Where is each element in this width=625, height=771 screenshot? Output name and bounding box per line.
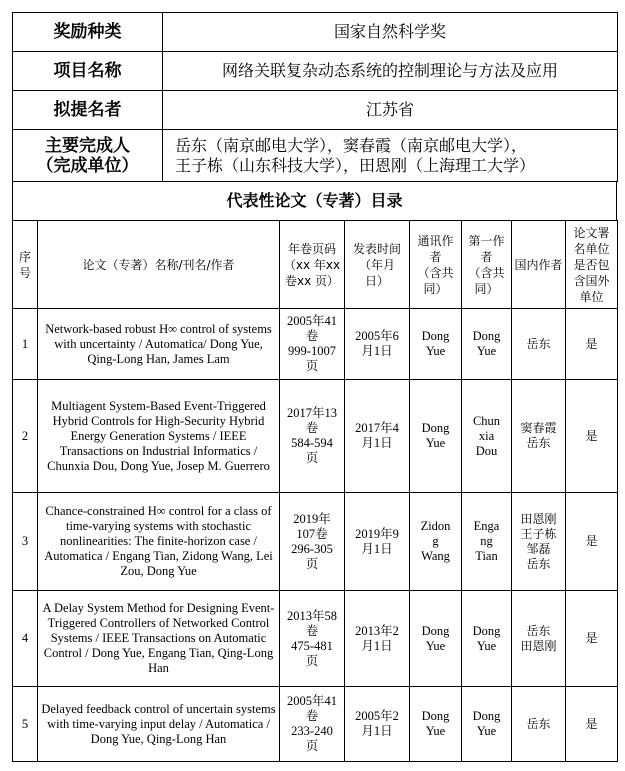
paper-date: 2005年6 月1日 [345, 309, 410, 380]
col-date: 发表时间 （年月 日） [345, 221, 410, 309]
contributors-value-line1: 岳东（南京邮电大学），窦春霞（南京邮电大学）， [175, 135, 528, 155]
award-type-label: 奖励种类 [13, 13, 163, 52]
paper-first-author: Dong Yue [462, 687, 512, 762]
contributors-value [163, 130, 618, 182]
table-row [13, 493, 618, 591]
award-document [12, 12, 617, 762]
col-seq: 序 号 [13, 221, 38, 309]
contributors-label-line1: 主要完成人 [45, 135, 130, 156]
paper-date: 2013年2 月1日 [345, 591, 410, 687]
project-name-label: 项目名称 [13, 52, 163, 91]
contributors-label [13, 130, 163, 182]
paper-domestic: 岳东 [512, 309, 566, 380]
paper-domestic: 田恩刚 王子栋 邹磊 岳东 [512, 493, 566, 591]
paper-title: Multiagent System-Based Event-Triggered Hybrid Controls for High-Security Hybrid Energy Generation Systems / IEEE Transactions on Industrial Informatics / Chunxia Dou, Dong Yue, Josep M. Guerrero [38, 380, 280, 493]
paper-domestic: 岳东 田恩刚 [512, 591, 566, 687]
col-foreign: 论文署 名单位 是否包 含国外 单位 [566, 221, 618, 309]
paper-foreign: 是 [566, 309, 618, 380]
award-info-table [12, 12, 618, 182]
paper-volume: 2005年41 卷 233-240 页 [280, 687, 345, 762]
paper-volume: 2005年41 卷 999-1007 页 [280, 309, 345, 380]
nominator-row [13, 91, 618, 130]
paper-domestic: 岳东 [512, 687, 566, 762]
paper-foreign: 是 [566, 380, 618, 493]
paper-volume: 2017年13 卷 584-594 页 [280, 380, 345, 493]
paper-foreign: 是 [566, 493, 618, 591]
table-row [13, 591, 618, 687]
table-row [13, 380, 618, 493]
project-name-row [13, 52, 618, 91]
paper-first-author: Dong Yue [462, 309, 512, 380]
paper-seq: 5 [13, 687, 38, 762]
section-title: 代表性论文（专著）目录 [12, 182, 617, 220]
paper-title: Network-based robust H∞ control of systems with uncertainty / Automatica/ Dong Yue, Qing-Long Han, James Lam [38, 309, 280, 380]
project-name-value: 网络关联复杂动态系统的控制理论与方法及应用 [163, 52, 618, 91]
paper-date: 2019年9 月1日 [345, 493, 410, 591]
papers-table [12, 220, 618, 762]
paper-seq: 1 [13, 309, 38, 380]
col-domestic: 国内作者 [512, 221, 566, 309]
table-row [13, 687, 618, 762]
paper-title: Chance-constrained H∞ control for a class of time-varying systems with stochastic nonlinearities: The finite-horizon case / Automatica / Engang Tian, Zidong Wang, Lei Zou, Dong Yue [38, 493, 280, 591]
col-first-author: 第一作 者 （含共 同） [462, 221, 512, 309]
col-corresponding: 通讯作 者 （含共 同） [410, 221, 462, 309]
paper-first-author: Enga ng Tian [462, 493, 512, 591]
paper-corresponding: Zidon g Wang [410, 493, 462, 591]
papers-header-row [13, 221, 618, 309]
paper-foreign: 是 [566, 687, 618, 762]
paper-volume: 2019年 107卷 296-305 页 [280, 493, 345, 591]
paper-domestic: 窦春霞 岳东 [512, 380, 566, 493]
nominator-value: 江苏省 [163, 91, 618, 130]
paper-volume: 2013年58 卷 475-481 页 [280, 591, 345, 687]
paper-date: 2005年2 月1日 [345, 687, 410, 762]
paper-first-author: Chun xia Dou [462, 380, 512, 493]
paper-seq: 3 [13, 493, 38, 591]
paper-corresponding: Dong Yue [410, 591, 462, 687]
paper-title: Delayed feedback control of uncertain systems with time-varying input delay / Automatica / Dong Yue, Qing-Long Han [38, 687, 280, 762]
award-type-value: 国家自然科学奖 [163, 13, 618, 52]
table-row [13, 309, 618, 380]
paper-seq: 2 [13, 380, 38, 493]
paper-corresponding: Dong Yue [410, 687, 462, 762]
paper-title: A Delay System Method for Designing Event-Triggered Controllers of Networked Control Systems / IEEE Transactions on Automatic Control / Dong Yue, Engang Tian, Qing-Long Han [38, 591, 280, 687]
contributors-label-line2: （完成单位） [36, 155, 139, 176]
paper-date: 2017年4 月1日 [345, 380, 410, 493]
col-volume: 年卷页码 （xx 年xx 卷xx 页） [280, 221, 345, 309]
contributors-value-line2: 王子栋（山东科技大学），田恩刚（上海理工大学） [175, 155, 536, 175]
paper-foreign: 是 [566, 591, 618, 687]
nominator-label: 拟提名者 [13, 91, 163, 130]
contributors-row [13, 130, 618, 182]
paper-first-author: Dong Yue [462, 591, 512, 687]
col-title: 论文（专著）名称/刊名/作者 [38, 221, 280, 309]
paper-corresponding: Dong Yue [410, 309, 462, 380]
paper-seq: 4 [13, 591, 38, 687]
paper-corresponding: Dong Yue [410, 380, 462, 493]
award-type-row [13, 13, 618, 52]
